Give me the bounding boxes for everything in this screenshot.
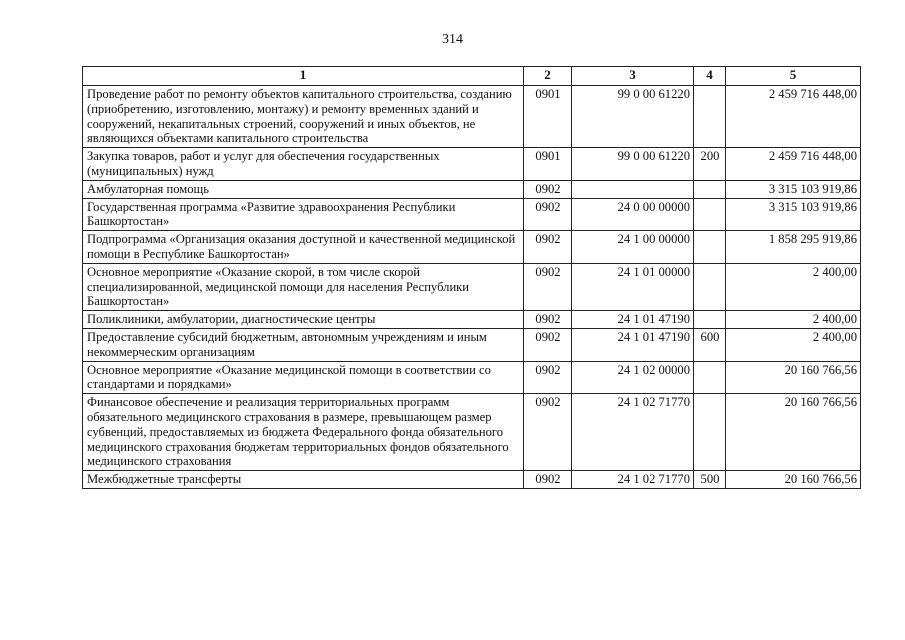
row-name: Государственная программа «Развитие здравоохранения Республики Башкортостан» (83, 198, 524, 231)
row-section: 0902 (524, 311, 572, 329)
row-amount: 2 400,00 (726, 263, 861, 310)
row-type (694, 361, 726, 394)
row-target: 99 0 00 61220 (572, 86, 694, 148)
row-type (694, 180, 726, 198)
table-row (83, 263, 861, 310)
row-type (694, 311, 726, 329)
header-col-3: 3 (572, 67, 694, 86)
row-target: 24 1 01 47190 (572, 328, 694, 361)
row-amount: 20 160 766,56 (726, 471, 861, 489)
row-amount: 2 459 716 448,00 (726, 148, 861, 181)
row-name: Закупка товаров, работ и услуг для обеспечения государственных (муниципальных) нужд (83, 148, 524, 181)
row-section: 0902 (524, 394, 572, 471)
row-section: 0902 (524, 328, 572, 361)
row-amount: 2 400,00 (726, 311, 861, 329)
row-name: Поликлиники, амбулатории, диагностические центры (83, 311, 524, 329)
table-row (83, 328, 861, 361)
row-amount: 20 160 766,56 (726, 394, 861, 471)
header-col-1: 1 (83, 67, 524, 86)
row-name: Основное мероприятие «Оказание медицинской помощи в соответствии со стандартами и порядками» (83, 361, 524, 394)
row-target: 24 1 00 00000 (572, 231, 694, 264)
budget-table (82, 66, 861, 489)
table-body (83, 86, 861, 489)
row-type: 500 (694, 471, 726, 489)
table-row (83, 471, 861, 489)
row-target (572, 180, 694, 198)
row-section: 0902 (524, 263, 572, 310)
row-section: 0901 (524, 86, 572, 148)
row-target: 24 1 02 00000 (572, 361, 694, 394)
table-row (83, 180, 861, 198)
row-name: Подпрограмма «Организация оказания доступной и качественной медицинской помощи в Республике Башкортостан» (83, 231, 524, 264)
table-row (83, 198, 861, 231)
row-section: 0902 (524, 231, 572, 264)
row-amount: 2 400,00 (726, 328, 861, 361)
header-col-2: 2 (524, 67, 572, 86)
row-name: Основное мероприятие «Оказание скорой, в том числе скорой специализированной, медицинской помощи для населения Республики Башкортостан» (83, 263, 524, 310)
row-type (694, 394, 726, 471)
row-target: 24 0 00 00000 (572, 198, 694, 231)
table-row (83, 148, 861, 181)
row-type (694, 86, 726, 148)
header-col-4: 4 (694, 67, 726, 86)
row-amount: 1 858 295 919,86 (726, 231, 861, 264)
table-row (83, 361, 861, 394)
row-section: 0902 (524, 198, 572, 231)
row-name: Амбулаторная помощь (83, 180, 524, 198)
row-section: 0902 (524, 471, 572, 489)
row-type (694, 198, 726, 231)
row-name: Финансовое обеспечение и реализация территориальных программ обязательного медицинского страхования в размере, превышающем размер субвенций, предоставляемых из бюджета Федерального фонда обязательного медицинского страхования бюджетам территориальных фондов обязательного медицинского страхования (83, 394, 524, 471)
row-amount: 3 315 103 919,86 (726, 198, 861, 231)
row-name: Проведение работ по ремонту объектов капитального строительства, созданию (приобретению, изготовлению, монтажу) и ремонту временных зданий и сооружений, некапитальных строений, сооружений и иных объектов, не являющихся объектами капитального строительства (83, 86, 524, 148)
row-type: 200 (694, 148, 726, 181)
row-section: 0902 (524, 180, 572, 198)
table-row (83, 86, 861, 148)
row-name: Предоставление субсидий бюджетным, автономным учреждениям и иным некоммерческим организациям (83, 328, 524, 361)
row-amount: 20 160 766,56 (726, 361, 861, 394)
header-row (83, 67, 861, 86)
row-section: 0902 (524, 361, 572, 394)
row-target: 99 0 00 61220 (572, 148, 694, 181)
page-number: 314 (442, 32, 463, 47)
row-target: 24 1 01 47190 (572, 311, 694, 329)
row-type (694, 231, 726, 264)
table-row (83, 311, 861, 329)
row-target: 24 1 01 00000 (572, 263, 694, 310)
row-amount: 3 315 103 919,86 (726, 180, 861, 198)
row-target: 24 1 02 71770 (572, 394, 694, 471)
table-row (83, 231, 861, 264)
row-type: 600 (694, 328, 726, 361)
row-amount: 2 459 716 448,00 (726, 86, 861, 148)
table-row (83, 394, 861, 471)
row-target: 24 1 02 71770 (572, 471, 694, 489)
row-name: Межбюджетные трансферты (83, 471, 524, 489)
row-type (694, 263, 726, 310)
row-section: 0901 (524, 148, 572, 181)
header-col-5: 5 (726, 67, 861, 86)
